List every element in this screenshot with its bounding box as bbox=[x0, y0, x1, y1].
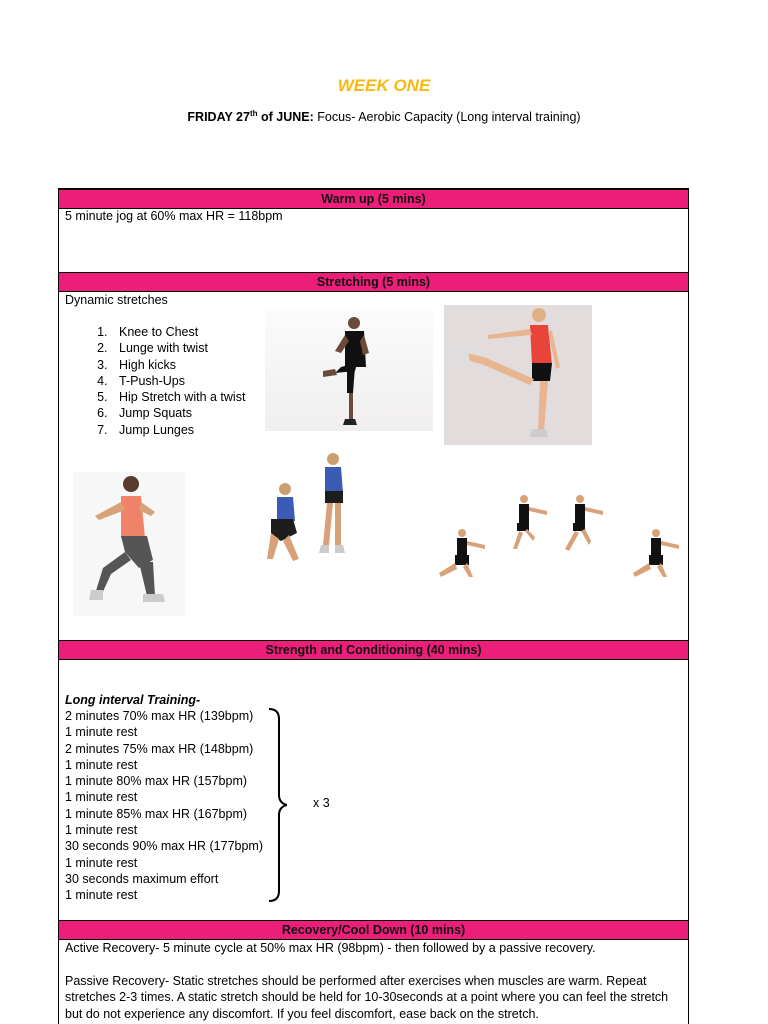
repeat-count: x 3 bbox=[313, 796, 330, 810]
repeat-bracket bbox=[267, 707, 287, 903]
lunge-twist-photo bbox=[73, 472, 185, 616]
list-item: 1 minute rest bbox=[65, 855, 138, 870]
list-item: 2 minutes 70% max HR (139bpm) bbox=[65, 709, 254, 723]
warmup-text: 5 minute jog at 60% max HR = 118bpm bbox=[65, 209, 283, 223]
list-item: 1. Knee to Chest bbox=[111, 324, 245, 340]
list-item: 7. Jump Lunges bbox=[111, 422, 245, 438]
list-item: 5. Hip Stretch with a twist bbox=[111, 389, 245, 405]
recovery-header: Recovery/Cool Down (10 mins) bbox=[59, 920, 688, 940]
warmup-header: Warm up (5 mins) bbox=[59, 189, 688, 209]
session-table bbox=[58, 188, 689, 1024]
subtitle-suffix: th bbox=[249, 109, 258, 118]
list-item: 1 minute rest bbox=[65, 888, 138, 903]
subtitle-day: FRIDAY 27 bbox=[187, 110, 250, 125]
list-item: 2 minutes 75% max HR (148bpm) bbox=[65, 741, 254, 756]
passive-recovery-text: Passive Recovery- Static stretches should be performed after exercises when muscles are warm. Repeat stretches 2-3 times. A static stretch should be held for 10-30seconds at a point where you can feel the stretch but do not experience any discomfort. If you feel discomfort, ease back on the stretch. bbox=[65, 974, 669, 1021]
list-item: 1 minute 85% max HR (167bpm) bbox=[65, 806, 248, 821]
high-kick-photo bbox=[444, 305, 592, 445]
stretching-header: Stretching (5 mins) bbox=[59, 272, 688, 292]
strength-header: Strength and Conditioning (40 mins) bbox=[59, 640, 688, 660]
list-item: 3. High kicks bbox=[111, 357, 245, 373]
knee-to-chest-photo bbox=[265, 309, 433, 431]
list-item: 1 minute rest bbox=[65, 823, 138, 838]
subtitle-month: of JUNE: bbox=[257, 110, 314, 125]
list-item: 6. Jump Squats bbox=[111, 405, 245, 421]
list-item: 30 seconds maximum effort bbox=[65, 871, 219, 886]
list-item: 1 minute rest bbox=[65, 790, 138, 805]
list-item: 1 minute 80% max HR (157bpm) bbox=[65, 774, 248, 789]
list-item: 2. Lunge with twist bbox=[111, 340, 245, 356]
jump-squat-photo bbox=[249, 449, 353, 569]
list-item: 30 seconds 90% max HR (177bpm) bbox=[65, 839, 264, 854]
jump-lunges-photo bbox=[425, 489, 687, 585]
stretch-list bbox=[65, 324, 245, 438]
interval-title: Long interval Training- bbox=[65, 693, 201, 707]
page-subtitle bbox=[0, 109, 768, 124]
list-item: 4. T-Push-Ups bbox=[111, 373, 245, 389]
stretching-intro: Dynamic stretches bbox=[65, 293, 168, 307]
page-title: WEEK ONE bbox=[337, 76, 431, 95]
active-recovery-text: Active Recovery- 5 minute cycle at 50% max HR (98bpm) - then followed by a passive recovery. bbox=[65, 941, 596, 955]
list-item: 1 minute rest bbox=[65, 725, 138, 740]
list-item: 1 minute rest bbox=[65, 757, 138, 772]
interval-list bbox=[65, 708, 263, 904]
subtitle-focus: Focus- Aerobic Capacity (Long interval training) bbox=[313, 110, 581, 125]
